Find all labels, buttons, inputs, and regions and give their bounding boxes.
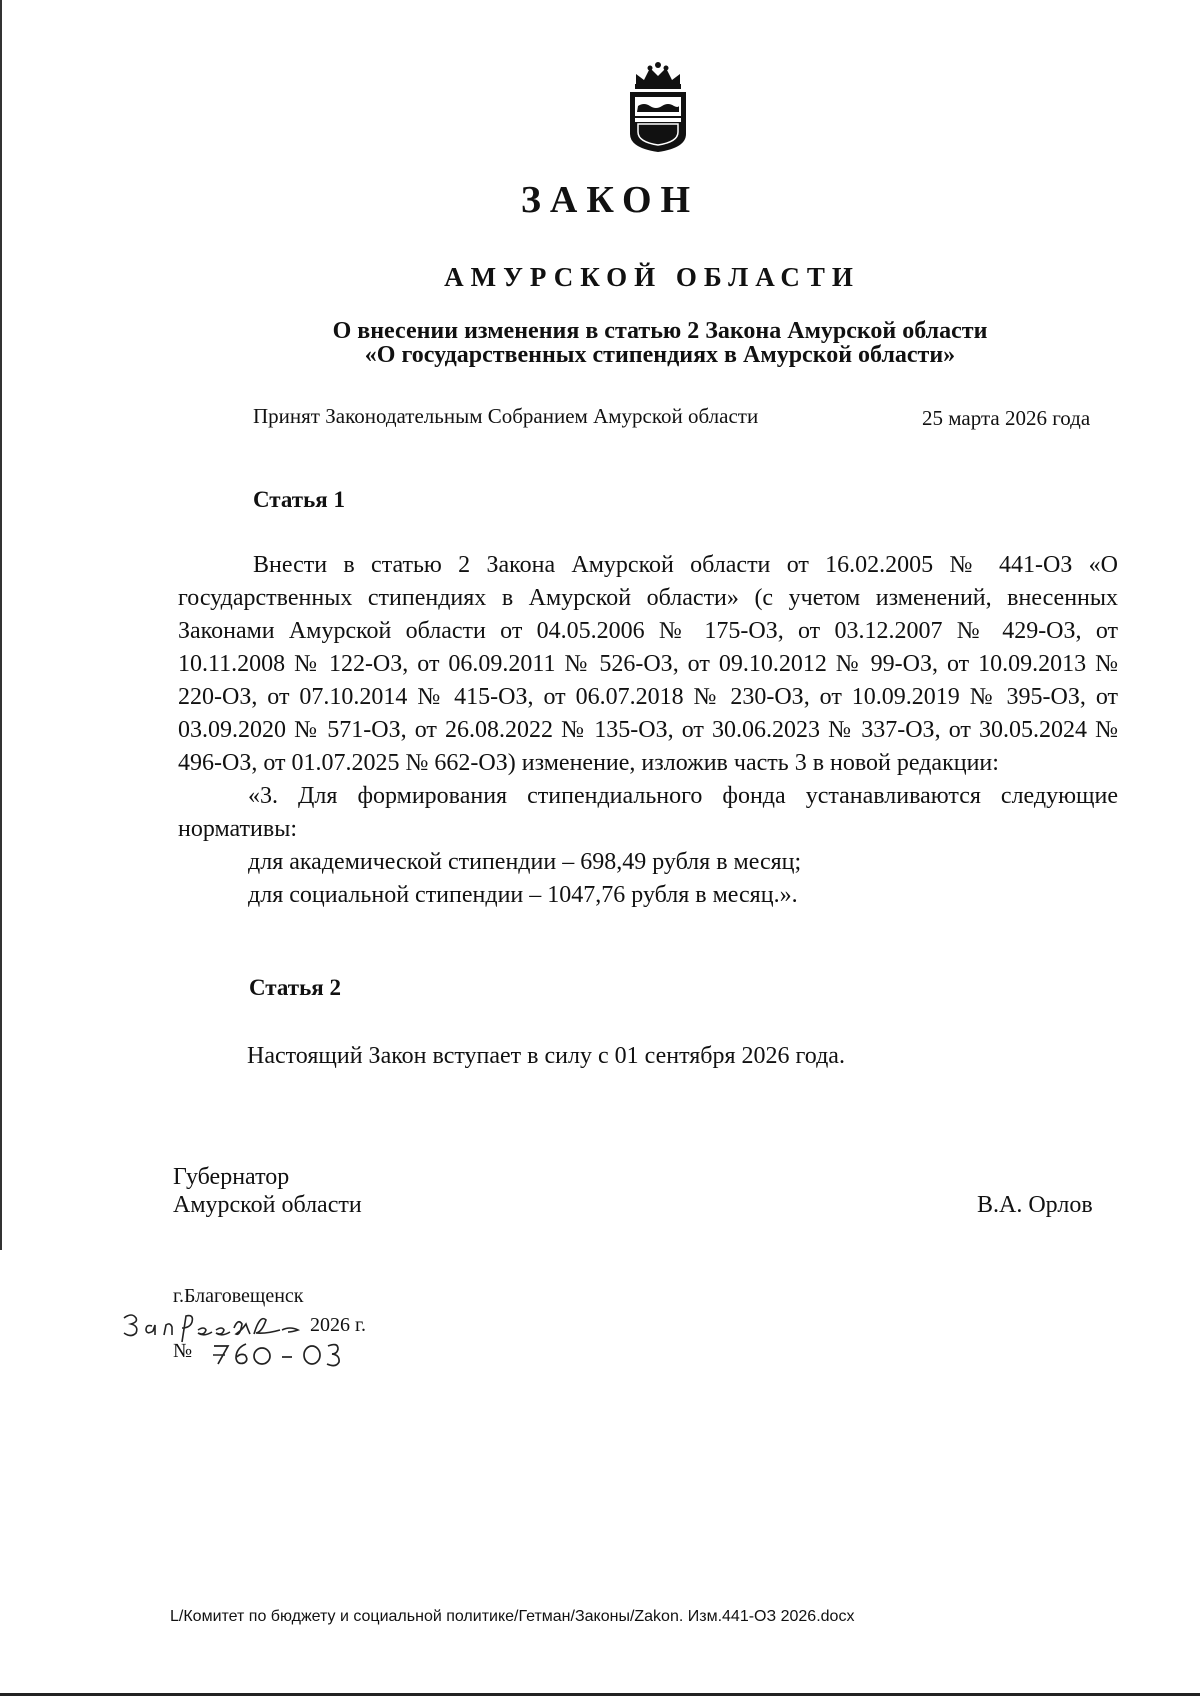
article-2-heading: Статья 2 — [249, 975, 341, 1000]
article-2-text: Настоящий Закон вступает в силу с 01 сентября 2026 года. — [247, 1043, 845, 1069]
scan-edge-bottom — [0, 1693, 1200, 1696]
law-subject-line-1: О внесении изменения в статью 2 Закона Амурской области — [332, 318, 988, 344]
norm-academic: для академической стипендии – 698,49 рубля в месяц; — [248, 849, 802, 875]
number-sign: № — [173, 1340, 193, 1362]
file-path-footer: L/Комитет по бюджету и социальной политике/Гетман/Законы/Zakon. Изм.441-ОЗ 2026.docx — [170, 1608, 855, 1625]
signatory-name: В.А. Орлов — [977, 1192, 1093, 1218]
scan-edge-left — [0, 0, 2, 1250]
adoption-text: Принят Законодательным Собранием Амурской области — [253, 404, 759, 428]
signatory-position — [173, 1163, 362, 1219]
coat-of-arms-icon — [622, 60, 694, 154]
article-1-paragraph: Внести в статью 2 Закона Амурской области от 16.02.2005 № 441-ОЗ «О государственных стипендиях в Амурской области» (с учетом изменений, внесенных Законами Амурской области от 04.05.2006 № 175-ОЗ, от 03.12.2007 № 429-ОЗ, от 10.11.2008 № 122-ОЗ, от 06.09.2011 № 526-ОЗ, от 09.10.2012 № 99-ОЗ, от 10.09.2013 № 220-ОЗ, от 07.10.2014 № 415-ОЗ, от 06.07.2018 № 230-ОЗ, от 10.09.2019 № 395-ОЗ, от 03.09.2020 № 571-ОЗ, от 26.08.2022 № 135-ОЗ, от 30.06.2023 № 337-ОЗ, от 30.05.2024 № 496-ОЗ, от 01.07.2025 № 662-ОЗ) изменение, изложив часть 3 в новой редакции: — [178, 552, 1118, 776]
law-subject-line-2: «О государственных стипендиях в Амурской области» — [364, 342, 956, 368]
signatory-position-line-2: Амурской области — [173, 1192, 362, 1218]
norm-social: для социальной стипендии – 1047,76 рубля в месяц.». — [248, 882, 798, 908]
year-of-signing: 2026 г. — [310, 1314, 366, 1336]
article-1-body — [178, 549, 1118, 912]
handwritten-law-number — [210, 1336, 360, 1370]
article-1-quote: «3. Для формирования стипендиального фонда устанавливаются следующие нормативы: — [178, 783, 1118, 842]
adoption-date: 25 марта 2026 года — [922, 406, 1091, 430]
signatory-position-line-1: Губернатор — [173, 1164, 290, 1190]
region-title: АМУРСКОЙ ОБЛАСТИ — [444, 262, 860, 292]
city: г.Благовещенск — [173, 1285, 304, 1307]
law-title: ЗАКОН — [520, 179, 700, 221]
article-1-heading: Статья 1 — [253, 487, 345, 512]
